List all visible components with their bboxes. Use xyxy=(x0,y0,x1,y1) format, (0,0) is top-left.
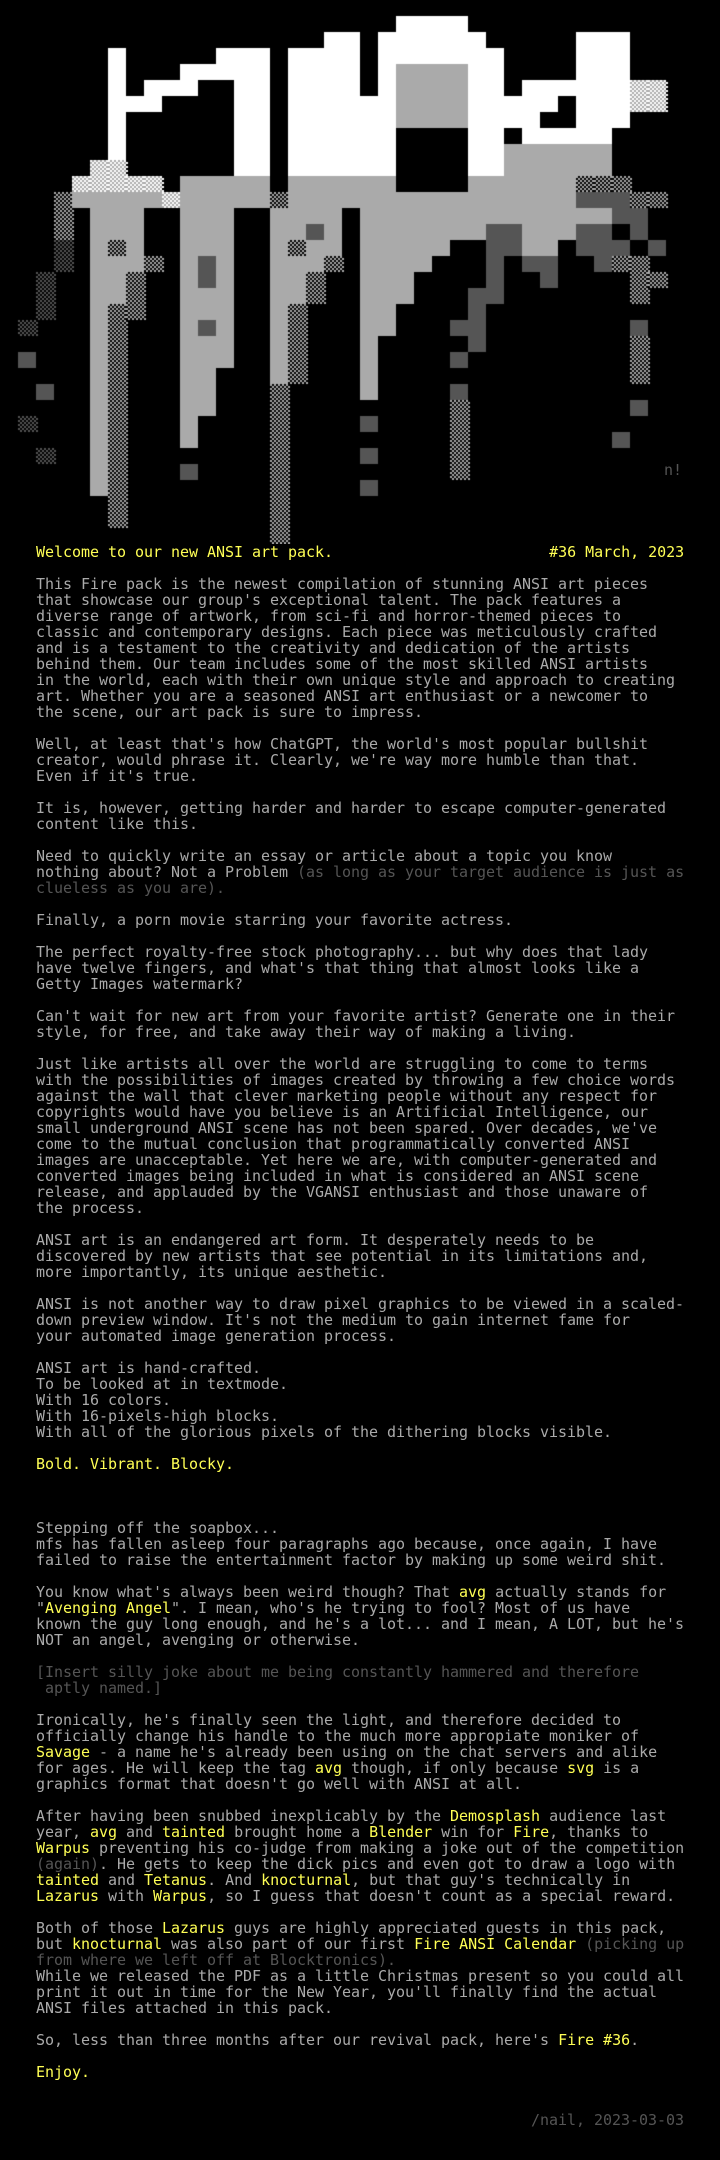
text-segment: Lazarus xyxy=(36,1887,100,1905)
text-line xyxy=(0,1264,720,1280)
text-line xyxy=(0,1680,720,1696)
text-line xyxy=(0,1104,720,1120)
text-line xyxy=(0,1200,720,1216)
text-line xyxy=(0,1136,720,1152)
text-line xyxy=(0,1296,720,1312)
text-segment: Fire #36 xyxy=(558,2031,631,2049)
fire-ansi-logo xyxy=(0,0,720,544)
text-segment: Enjoy. xyxy=(0,2063,91,2081)
text-segment: Blender xyxy=(369,1823,433,1841)
text-line xyxy=(0,1584,720,1600)
text-line xyxy=(0,1488,720,1504)
text-line xyxy=(0,1424,720,1440)
text-line xyxy=(0,800,720,816)
text-line xyxy=(0,1792,720,1808)
text-segment: and xyxy=(99,1871,145,1889)
text-line xyxy=(0,752,720,768)
text-segment: NOT an angel, avenging or otherwise. xyxy=(0,1631,361,1649)
text-line xyxy=(0,1760,720,1776)
text-segment: Fire xyxy=(513,1823,550,1841)
text-segment: Warpus xyxy=(153,1887,208,1905)
text-segment: mfs has fallen asleep four paragraphs ago because, once again, I have xyxy=(0,1535,658,1553)
text-segment: With 16-pixels-high blocks. xyxy=(0,1407,280,1425)
text-line xyxy=(0,1808,720,1824)
text-segment: content like this. xyxy=(0,815,199,833)
text-segment: Tetanus xyxy=(144,1871,208,1889)
text-line xyxy=(0,848,720,864)
text-segment: Savage xyxy=(36,1743,91,1761)
text-line xyxy=(0,976,720,992)
text-line xyxy=(0,1280,720,1296)
text-line xyxy=(0,2032,720,2048)
text-segment: Stepping off the soapbox... xyxy=(0,1519,280,1537)
text-line xyxy=(0,1696,720,1712)
text-line xyxy=(0,1472,720,1488)
text-segment: avg xyxy=(459,1583,487,1601)
text-line xyxy=(0,592,720,608)
text-line xyxy=(0,1936,720,1952)
nfo-text xyxy=(0,544,720,2128)
text-line xyxy=(0,1568,720,1584)
text-segment: converted images being included in what is considered an ANSI scene xyxy=(0,1167,640,1185)
text-segment: It is, however, getting harder and harder to escape computer-generated xyxy=(0,799,667,817)
text-line xyxy=(0,1328,720,1344)
text-segment: . xyxy=(630,2031,640,2049)
text-line xyxy=(0,880,720,896)
text-segment: behind them. Our team includes some of the most skilled ANSI artists xyxy=(0,655,649,673)
text-segment: , but that guy's technically in xyxy=(351,1871,631,1889)
text-line xyxy=(0,1312,720,1328)
text-segment: more importantly, its unique aesthetic. xyxy=(0,1263,388,1281)
text-segment: Lazarus xyxy=(162,1919,226,1937)
text-line xyxy=(0,1520,720,1536)
text-line xyxy=(0,1712,720,1728)
text-line xyxy=(0,1664,720,1680)
text-line xyxy=(0,1904,720,1920)
text-line xyxy=(0,1744,720,1760)
text-segment: year, xyxy=(0,1823,91,1841)
text-line xyxy=(0,832,720,848)
text-segment: clueless as you are). xyxy=(0,879,226,897)
text-line xyxy=(0,1248,720,1264)
text-segment: The perfect royalty-free stock photography... but why does that lady xyxy=(0,943,649,961)
text-segment: the process. xyxy=(0,1199,145,1217)
text-line xyxy=(0,1072,720,1088)
text-line xyxy=(0,1056,720,1072)
text-line xyxy=(0,1504,720,1520)
text-segment: Welcome to our new ANSI art pack. xyxy=(0,543,334,561)
text-line xyxy=(0,1440,720,1456)
text-segment: known the guy long enough, and he's a lot... and I mean, A LOT, but he's xyxy=(0,1615,685,1633)
text-line xyxy=(0,576,720,592)
text-segment: /nail, 2023-03-03 xyxy=(0,2111,685,2129)
text-line xyxy=(0,560,720,576)
text-line xyxy=(0,640,720,656)
text-segment: down preview window. It's not the medium to gain internet fame for xyxy=(0,1311,631,1329)
text-segment: release, and applauded by the VGANSI enthusiast and those unaware of xyxy=(0,1183,649,1201)
text-segment: Avenging Angel xyxy=(45,1599,172,1617)
text-segment: (picking up xyxy=(585,1935,685,1953)
text-segment: Finally, a porn movie starring your favorite actress. xyxy=(0,911,514,929)
text-segment: ANSI art is hand-crafted. xyxy=(0,1359,262,1377)
text-segment: avg xyxy=(90,1823,118,1841)
text-segment: Warpus xyxy=(36,1839,91,1857)
text-line xyxy=(0,1888,720,1904)
text-segment: . And xyxy=(207,1871,262,1889)
text-segment: the scene, our art pack is sure to impress. xyxy=(0,703,424,721)
text-segment: This Fire pack is the newest compilation of stunning ANSI art pieces xyxy=(0,575,649,593)
text-line xyxy=(0,1872,720,1888)
text-segment: for ages. He will keep the tag xyxy=(0,1759,316,1777)
text-segment: tainted xyxy=(162,1823,226,1841)
text-segment: actually stands for xyxy=(486,1583,667,1601)
text-segment: ANSI files attached in this pack. xyxy=(0,1999,334,2017)
text-segment: tainted xyxy=(36,1871,100,1889)
text-segment: diverse range of artwork, from sci-fi and horror-themed pieces to xyxy=(0,607,622,625)
text-segment: knocturnal xyxy=(261,1871,352,1889)
text-segment: (as long as your target audience is just as xyxy=(297,863,685,881)
text-segment: Fire ANSI Calendar xyxy=(414,1935,577,1953)
text-line xyxy=(0,1648,720,1664)
text-line xyxy=(0,944,720,960)
text-line xyxy=(0,1152,720,1168)
text-segment: though, if only because xyxy=(342,1759,568,1777)
text-line xyxy=(0,1984,720,2000)
text-line xyxy=(0,912,720,928)
text-line xyxy=(0,1008,720,1024)
text-line xyxy=(0,1616,720,1632)
text-line xyxy=(0,1088,720,1104)
text-segment: Can't wait for new art from your favorite artist? Generate one in their xyxy=(0,1007,676,1025)
text-segment: , thanks to xyxy=(549,1823,649,1841)
text-line xyxy=(0,1216,720,1232)
text-segment: ANSI is not another way to draw pixel graphics to be viewed in a scaled- xyxy=(0,1295,685,1313)
text-segment: against the wall that clever marketing people without any respect for xyxy=(0,1087,658,1105)
text-line xyxy=(0,736,720,752)
text-line xyxy=(0,1536,720,1552)
text-line xyxy=(0,656,720,672)
text-segment: svg xyxy=(567,1759,595,1777)
text-segment: Need to quickly write an essay or article about a topic you know xyxy=(0,847,613,865)
text-line xyxy=(0,1728,720,1744)
text-segment: but xyxy=(0,1935,73,1953)
text-segment: art. Whether you are a seasoned ANSI art enthusiast or a newcomer to xyxy=(0,687,649,705)
text-segment: brought home a xyxy=(225,1823,370,1841)
text-segment: aptly named.] xyxy=(0,1679,163,1697)
text-segment: nothing about? Not a Problem xyxy=(0,863,298,881)
text-segment: was also part of our first xyxy=(162,1935,415,1953)
text-segment: Getty Images watermark? xyxy=(0,975,244,993)
text-segment: avg xyxy=(315,1759,343,1777)
text-line xyxy=(0,2064,720,2080)
text-line xyxy=(0,720,720,736)
text-line xyxy=(0,608,720,624)
text-segment: and is a testament to the creativity and dedication of the artists xyxy=(0,639,631,657)
text-segment: audience last xyxy=(540,1807,667,1825)
text-segment: with the possibilities of images created by throwing a few choice words xyxy=(0,1071,676,1089)
text-segment: , so I guess that doesn't count as a special reward. xyxy=(207,1887,676,1905)
text-line xyxy=(0,1920,720,1936)
text-line xyxy=(0,1024,720,1040)
text-segment: So, less than three months after our revival pack, here's xyxy=(0,2031,559,2049)
text-segment: officially change his handle to the much more appropiate moniker of xyxy=(0,1727,640,1745)
text-line xyxy=(0,2048,720,2064)
text-segment: have twelve fingers, and what's that thing that almost looks like a xyxy=(0,959,640,977)
text-line xyxy=(0,1344,720,1360)
text-segment: win for xyxy=(432,1823,514,1841)
text-line xyxy=(0,864,720,880)
text-line xyxy=(0,1552,720,1568)
text-line xyxy=(0,1456,720,1472)
text-segment: guys are highly appreciated guests in this pack, xyxy=(225,1919,667,1937)
text-segment: small underground ANSI scene has not been spared. Over decades, we've xyxy=(0,1119,658,1137)
text-segment: (again) xyxy=(0,1855,100,1873)
artist-signature-nail: n! xyxy=(664,461,683,479)
text-segment: [Insert silly joke about me being constantly hammered and therefore xyxy=(0,1663,640,1681)
text-segment: knocturnal xyxy=(72,1935,163,1953)
text-segment: come to the mutual conclusion that programmatically converted ANSI xyxy=(0,1135,631,1153)
text-line xyxy=(0,1600,720,1616)
text-segment: images are unacceptable. Yet here we are, with computer-generated and xyxy=(0,1151,658,1169)
text-segment: " xyxy=(0,1599,46,1617)
text-segment: creator, would phrase it. Clearly, we're way more humble than that. xyxy=(0,751,640,769)
text-line xyxy=(0,2096,720,2112)
text-line xyxy=(0,2000,720,2016)
text-line xyxy=(0,1776,720,1792)
text-line xyxy=(0,1232,720,1248)
text-segment: To be looked at in textmode. xyxy=(0,1375,289,1393)
text-line xyxy=(0,992,720,1008)
text-line xyxy=(0,1040,720,1056)
text-line xyxy=(0,816,720,832)
text-line xyxy=(0,1376,720,1392)
text-line xyxy=(0,1840,720,1856)
text-segment: While we released the PDF as a little Christmas present so you could all xyxy=(0,1967,685,1985)
text-segment: that showcase our group's exceptional talent. The pack features a xyxy=(0,591,622,609)
text-segment: You know what's always been weird though? That xyxy=(0,1583,460,1601)
text-segment: Demosplash xyxy=(450,1807,541,1825)
text-segment: After having been snubbed inexplicably by the xyxy=(0,1807,451,1825)
text-segment: style, for free, and take away their way of making a living. xyxy=(0,1023,577,1041)
text-line xyxy=(0,1168,720,1184)
text-segment: print it out in time for the New Year, you'll finally find the actual xyxy=(0,1983,658,2001)
text-line xyxy=(0,784,720,800)
text-segment: Both of those xyxy=(0,1919,163,1937)
text-line xyxy=(0,2016,720,2032)
text-segment: preventing his co-judge from making a joke out of the competition xyxy=(90,1839,685,1857)
text-segment: Bold. Vibrant. Blocky. xyxy=(0,1455,235,1473)
text-segment: with xyxy=(99,1887,154,1905)
text-segment: Well, at least that's how ChatGPT, the world's most popular bullshit xyxy=(0,735,649,753)
text-segment: classic and contemporary designs. Each piece was meticulously crafted xyxy=(0,623,658,641)
text-segment: your automated image generation process. xyxy=(0,1327,397,1345)
text-line xyxy=(0,768,720,784)
text-segment: Just like artists all over the world are struggling to come to terms xyxy=(0,1055,649,1073)
text-segment: . He gets to keep the dick pics and even got to draw a logo with xyxy=(99,1855,676,1873)
text-segment: Even if it's true. xyxy=(0,767,199,785)
text-line xyxy=(0,928,720,944)
text-segment: in the world, each with their own unique style and approach to creating xyxy=(0,671,676,689)
text-line xyxy=(0,672,720,688)
text-segment: - a name he's already been using on the chat servers and alike xyxy=(90,1743,658,1761)
text-segment xyxy=(0,1887,36,1905)
text-segment: is a xyxy=(594,1759,640,1777)
text-line xyxy=(0,1632,720,1648)
text-line xyxy=(0,960,720,976)
text-line xyxy=(0,624,720,640)
text-segment: Ironically, he's finally seen the light, and therefore decided to xyxy=(0,1711,622,1729)
text-line xyxy=(0,1952,720,1968)
text-line xyxy=(0,1360,720,1376)
text-line xyxy=(0,1408,720,1424)
text-line xyxy=(0,704,720,720)
text-line xyxy=(0,1856,720,1872)
text-segment: With all of the glorious pixels of the dithering blocks visible. xyxy=(0,1423,613,1441)
text-segment xyxy=(333,543,549,561)
text-segment: #36 March, 2023 xyxy=(549,543,685,561)
text-line xyxy=(0,2112,720,2128)
text-line xyxy=(0,1120,720,1136)
text-line xyxy=(0,1184,720,1200)
text-line xyxy=(0,896,720,912)
text-segment: ANSI art is an endangered art form. It desperately needs to be xyxy=(0,1231,595,1249)
text-segment: failed to raise the entertainment factor by making up some weird shit. xyxy=(0,1551,667,1569)
text-segment: With 16 colors. xyxy=(0,1391,172,1409)
text-line xyxy=(0,688,720,704)
text-line xyxy=(0,1392,720,1408)
text-segment: discovered by new artists that see potential in its limitations and, xyxy=(0,1247,649,1265)
text-segment xyxy=(576,1935,585,1953)
text-segment: copyrights would have you believe is an Artificial Intelligence, our xyxy=(0,1103,649,1121)
text-segment: graphics format that doesn't go well with ANSI at all. xyxy=(0,1775,523,1793)
text-line xyxy=(0,544,720,560)
text-segment: ". I mean, who's he trying to fool? Most of us have xyxy=(171,1599,631,1617)
text-line xyxy=(0,1968,720,1984)
text-line xyxy=(0,1824,720,1840)
text-line xyxy=(0,2080,720,2096)
text-segment: from where we left off at Blocktronics). xyxy=(0,1951,397,1969)
text-segment: and xyxy=(117,1823,163,1841)
